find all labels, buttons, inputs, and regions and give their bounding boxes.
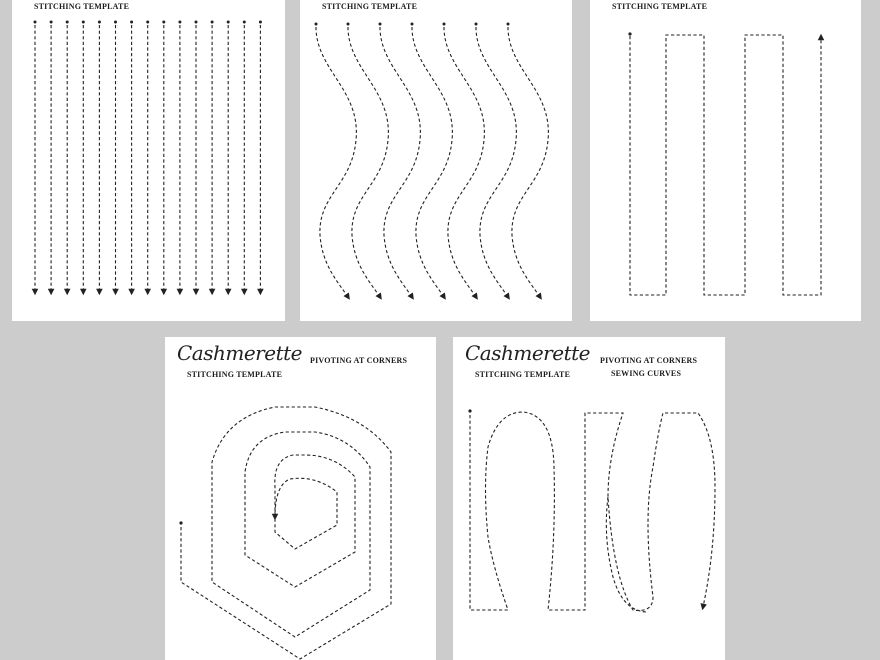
template-sheet-curved-shapes: [453, 337, 725, 660]
start-dot: [50, 21, 53, 24]
sheet-subtitle: STITCHING TEMPLATE: [612, 2, 708, 11]
start-dot: [379, 23, 382, 26]
start-dot: [259, 21, 262, 24]
hexagon-spiral-pattern: [165, 337, 436, 660]
curved-shapes-pattern: [453, 337, 725, 660]
start-dot: [347, 23, 350, 26]
template-sheet-wavy-lines: [300, 0, 572, 321]
wavy-stitch-line: [476, 27, 516, 297]
start-dot: [468, 409, 471, 412]
sheet-subtitle: STITCHING TEMPLATE: [322, 2, 418, 11]
start-dot: [66, 21, 69, 24]
curves-stitch-line-lower: [606, 497, 648, 612]
start-dot: [411, 23, 414, 26]
wavy-stitch-line: [508, 27, 548, 297]
sheet-title-line-1: PIVOTING AT CORNERS: [600, 356, 698, 365]
start-dot: [227, 21, 230, 24]
start-dot: [195, 21, 198, 24]
sheet-title-line-1: PIVOTING AT CORNERS: [310, 356, 408, 365]
start-dot: [443, 23, 446, 26]
zigzag-stitch-line: [630, 35, 821, 295]
start-dot: [114, 21, 117, 24]
wavy-lines-pattern: [300, 0, 572, 321]
spiral-stitch-line: [181, 407, 391, 659]
start-dot: [82, 21, 85, 24]
brand-logo: Cashmerette: [177, 341, 302, 365]
start-dot: [507, 23, 510, 26]
sheet-title-line-2: SEWING CURVES: [611, 369, 682, 378]
brand-logo: Cashmerette: [465, 341, 590, 365]
start-dot: [315, 23, 318, 26]
wavy-stitch-line: [316, 27, 356, 297]
template-sheet-hexagon-spiral: [165, 337, 436, 660]
start-dot: [628, 32, 631, 35]
start-dot: [130, 21, 133, 24]
start-dot: [475, 23, 478, 26]
start-dot: [162, 21, 165, 24]
start-dot: [243, 21, 246, 24]
template-sheet-straight-lines: [12, 0, 285, 321]
straight-lines-pattern: [12, 0, 285, 321]
square-zigzag-pattern: [590, 0, 861, 321]
template-sheet-square-zigzag: [590, 0, 861, 321]
start-dot: [34, 21, 37, 24]
wavy-stitch-line: [444, 27, 484, 297]
start-dot: [178, 21, 181, 24]
sheet-subtitle: STITCHING TEMPLATE: [475, 370, 571, 379]
wavy-stitch-line: [412, 27, 452, 297]
wavy-stitch-line: [380, 27, 420, 297]
start-dot: [98, 21, 101, 24]
curves-stitch-line: [470, 412, 715, 610]
wavy-stitch-line: [348, 27, 388, 297]
sheet-subtitle: STITCHING TEMPLATE: [34, 2, 130, 11]
start-dot: [211, 21, 214, 24]
start-dot: [146, 21, 149, 24]
start-dot: [179, 521, 182, 524]
sheet-subtitle: STITCHING TEMPLATE: [187, 370, 283, 379]
